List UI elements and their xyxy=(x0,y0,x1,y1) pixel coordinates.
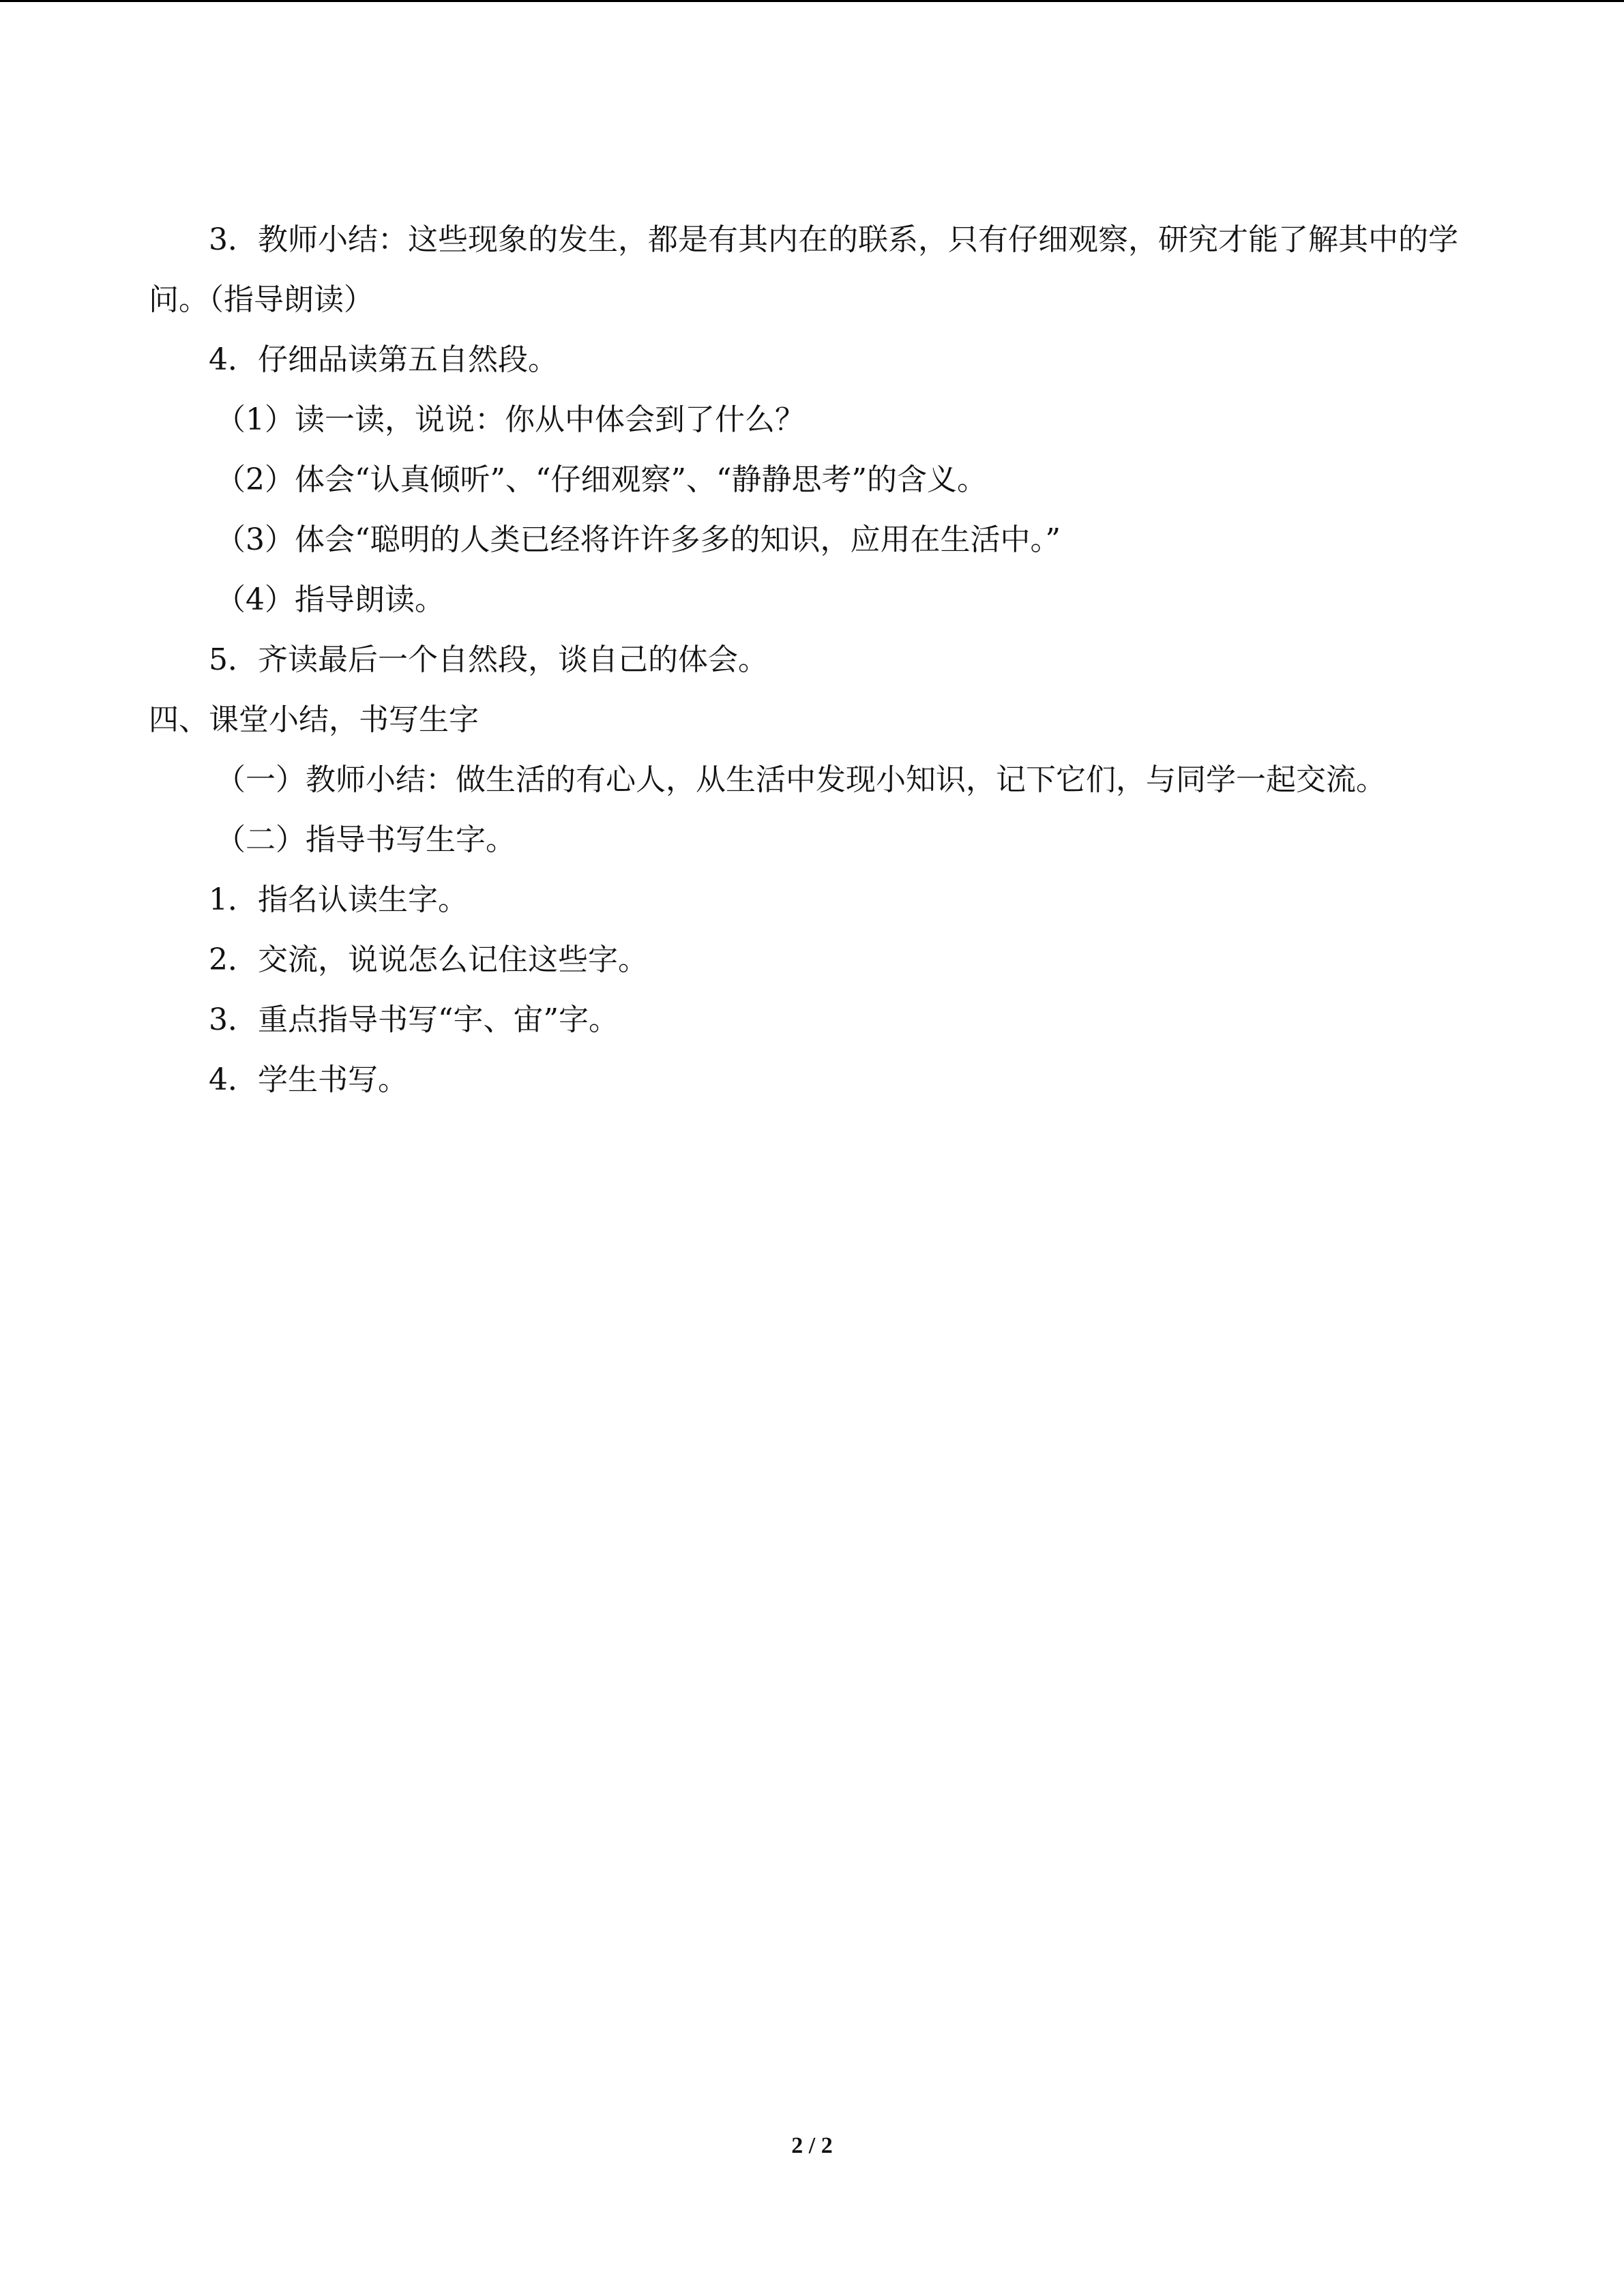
paragraph-step-4: 4．学生书写。 xyxy=(209,1062,408,1097)
paragraph-read-fifth-section: 4．仔细品读第五自然段。 xyxy=(209,342,558,377)
paragraph-class-summary: （一）教师小结：做生活的有心人，从生活中发现小知识，记下它们，与同学一起交流。 xyxy=(216,762,1386,797)
section-heading-four: 四、课堂小结，书写生字 xyxy=(149,702,479,737)
top-border-line xyxy=(0,0,1624,2)
paragraph-teacher-summary: 3．教师小结：这些现象的发生，都是有其内在的联系，只有仔细观察，研究才能了解其中的学问。（指导朗读） xyxy=(149,222,1458,317)
paragraph-item-4: （4）指导朗读。 xyxy=(216,582,445,617)
paragraph-step-2: 2．交流，说说怎么记住这些字。 xyxy=(209,942,648,977)
paragraph-guide-writing: （二）指导书写生字。 xyxy=(216,822,516,857)
paragraph-item-1: （1）读一读，说说：你从中体会到了什么？ xyxy=(216,402,805,437)
paragraph-item-2: （2）体会“认真倾听”、“仔细观察”、“静静思考”的含义。 xyxy=(216,462,987,497)
document-body xyxy=(149,210,1486,1110)
paragraph-step-1: 1．指名认读生字。 xyxy=(209,882,468,917)
paragraph-step-3: 3．重点指导书写“宇、宙”字。 xyxy=(209,1002,619,1037)
paragraph-read-last-section: 5．齐读最后一个自然段，谈自己的体会。 xyxy=(209,642,768,677)
page-number: 2 / 2 xyxy=(791,2133,833,2158)
paragraph-item-3: （3）体会“聪明的人类已经将许许多多的知识，应用在生活中。” xyxy=(216,522,1061,557)
